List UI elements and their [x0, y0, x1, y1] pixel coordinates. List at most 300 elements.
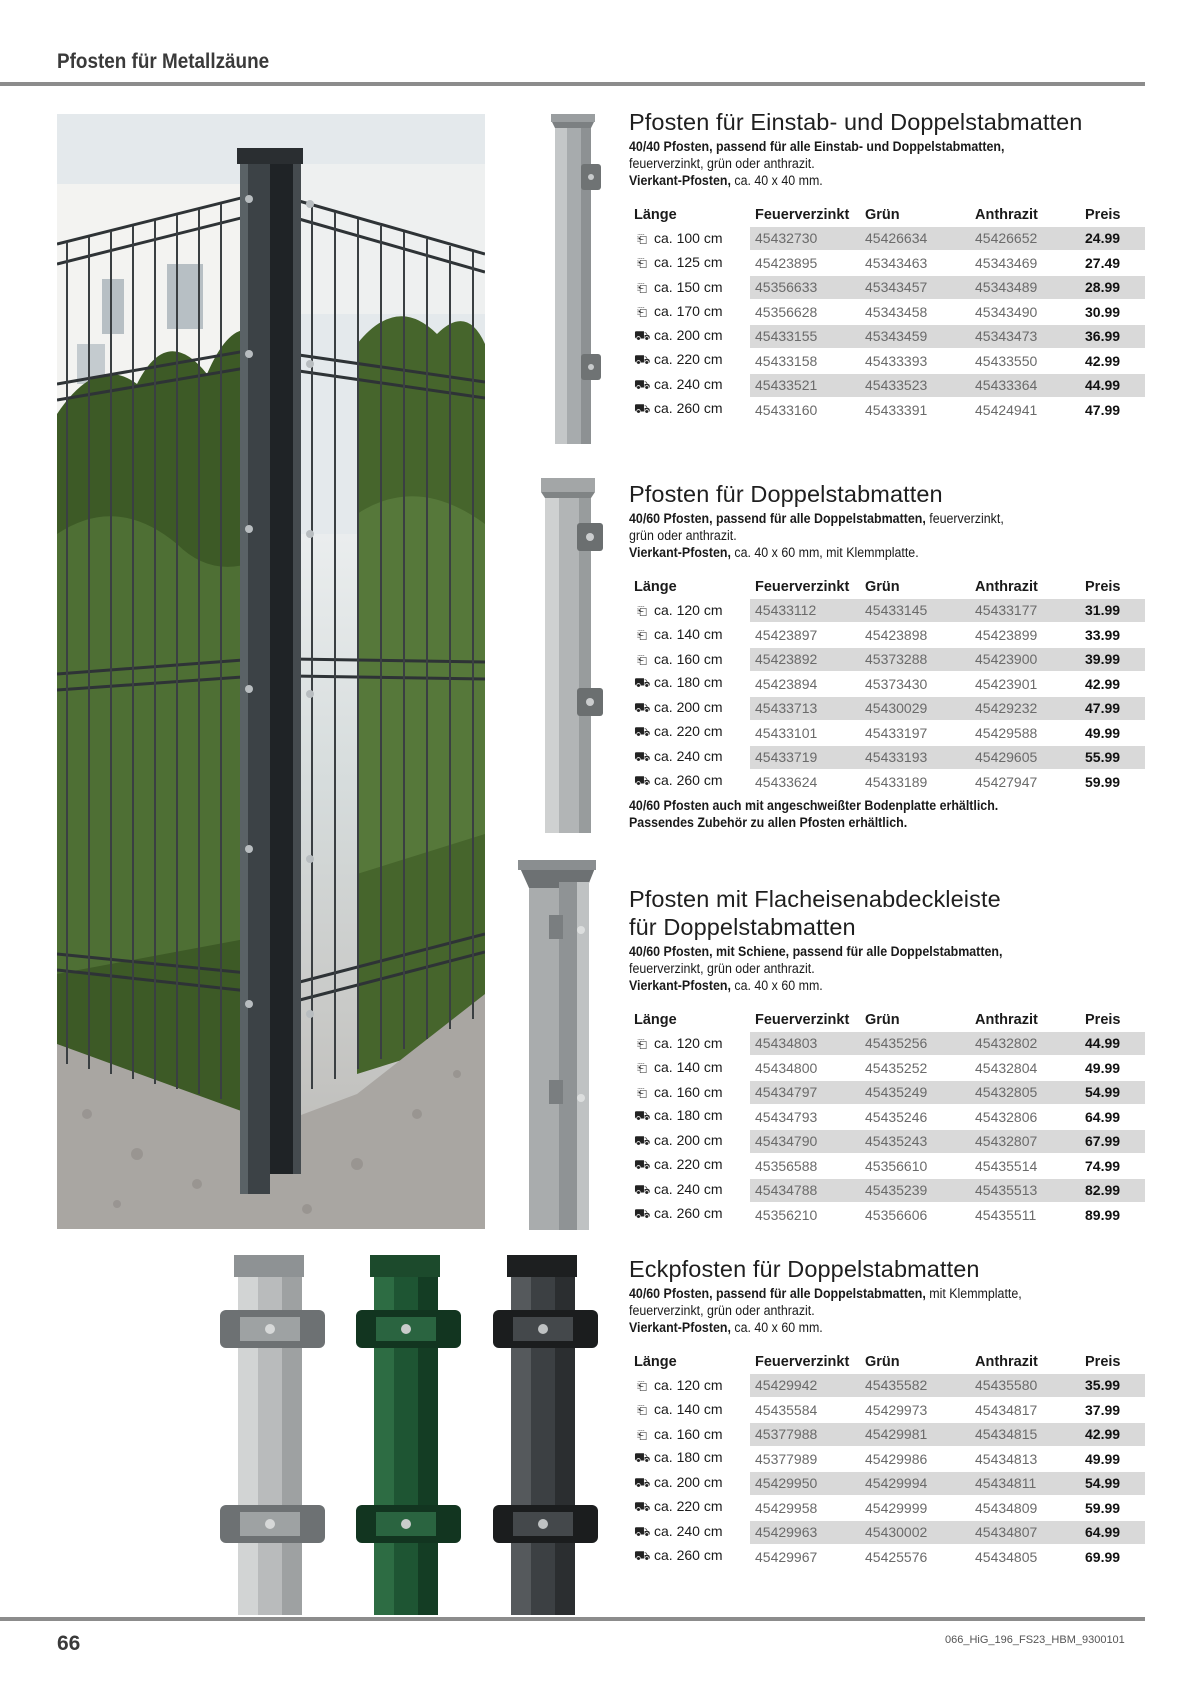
page-number: 66: [57, 1632, 81, 1655]
desc-line: feuerverzinkt, grün oder anthrazit.: [629, 961, 815, 976]
table-row: [629, 673, 1145, 696]
table-row: [629, 325, 1145, 348]
length-value: ca. 140 cm: [654, 626, 723, 643]
length-value: ca. 125 cm: [654, 254, 723, 271]
section-title: [629, 885, 1145, 941]
table-row: [629, 1472, 1145, 1495]
cell-art-galvanized: 45423895: [755, 254, 818, 271]
truck-delivery-icon: ⛟: [634, 376, 651, 392]
cell-art-green: 45429999: [865, 1499, 928, 1516]
footer-rule: [0, 1617, 1145, 1621]
table-row: [629, 746, 1145, 769]
cell-price: 89.99: [1085, 1206, 1121, 1223]
length-value: ca. 120 cm: [654, 1034, 723, 1051]
cell-art-anthracite: 45423900: [970, 648, 1080, 671]
catalog-code: 066_HiG_196_FS23_HBM_9300101: [945, 1634, 1125, 1646]
cell-price: 42.99: [1085, 352, 1121, 369]
table-row: [629, 1448, 1145, 1471]
column-header-gruen: Grün: [865, 579, 900, 595]
cell-length: [629, 227, 750, 250]
cell-price: 74.99: [1085, 1157, 1121, 1174]
length-value: ca. 200 cm: [654, 1473, 723, 1490]
cell-art-green: 45429981: [860, 1423, 970, 1446]
length-value: ca. 120 cm: [654, 1376, 723, 1393]
table-row: [629, 648, 1145, 671]
cell-art-green: 45429973: [865, 1401, 928, 1418]
cell-art-galvanized: 45433521: [750, 374, 860, 397]
table-row: [629, 1497, 1145, 1520]
cell-price: 42.99: [1080, 1423, 1145, 1446]
cell-art-anthracite: 45429605: [970, 746, 1080, 769]
cell-art-galvanized: 45432730: [750, 227, 860, 250]
desc-bold: 40/60 Pfosten, mit Schiene, passend für alle Doppelstabmatten,: [629, 944, 1003, 959]
cell-price: 39.99: [1080, 648, 1145, 671]
table-row: [629, 276, 1145, 299]
column-header-gruen: Grün: [865, 1012, 900, 1028]
cell-art-green: 45430002: [860, 1521, 970, 1544]
cell-art-green: 45423898: [865, 626, 928, 643]
table-row: [629, 1521, 1145, 1544]
cell-art-anthracite: 45434807: [970, 1521, 1080, 1544]
cell-art-anthracite: 45427947: [975, 773, 1038, 790]
cell-art-green: 45435252: [865, 1059, 928, 1076]
corner-post-image-galvanized: [220, 1255, 325, 1615]
carry-bag-icon: ⎗: [637, 1403, 647, 1418]
cell-art-anthracite: 45426652: [970, 227, 1080, 250]
cell-art-green: 45373430: [865, 675, 928, 692]
truck-delivery-icon: ⛟: [634, 1523, 651, 1539]
cell-art-galvanized: 45433160: [755, 401, 818, 418]
table-row: [629, 301, 1145, 324]
table-row: [629, 722, 1145, 745]
cell-art-galvanized: 45433155: [750, 325, 860, 348]
desc-line: feuerverzinkt, grün oder anthrazit.: [629, 1303, 815, 1318]
cell-price: 49.99: [1085, 1450, 1121, 1467]
cell-art-anthracite: 45434805: [975, 1548, 1038, 1565]
cell-art-green: 45433193: [860, 746, 970, 769]
cell-art-anthracite: 45433550: [975, 352, 1038, 369]
section-title-line: Eckpfosten für Doppelstabmatten: [629, 1256, 980, 1282]
length-value: ca. 240 cm: [654, 375, 723, 392]
truck-delivery-icon: ⛟: [634, 352, 651, 368]
table-header-row: [629, 1352, 1145, 1372]
truck-delivery-icon: ⛟: [634, 724, 651, 740]
length-value: ca. 140 cm: [654, 1401, 723, 1418]
post-image-4040-galvanized: [545, 114, 605, 444]
section-title: [629, 1255, 1145, 1283]
column-header-anthrazit: Anthrazit: [975, 1012, 1038, 1028]
cell-art-anthracite: 45429232: [970, 697, 1080, 720]
cell-art-galvanized: 45434788: [750, 1179, 860, 1202]
length-value: ca. 180 cm: [654, 1449, 723, 1466]
cell-length: [629, 1374, 750, 1397]
cell-length: [629, 374, 750, 397]
cell-price: 49.99: [1085, 724, 1121, 741]
cell-art-green: 45435243: [860, 1130, 970, 1153]
length-value: ca. 160 cm: [654, 1083, 723, 1100]
section-title-line: für Doppelstabmatten: [629, 914, 856, 940]
table-row: [629, 624, 1145, 647]
cell-art-galvanized: 45356633: [750, 276, 860, 299]
column-header-anthrazit: Anthrazit: [975, 1354, 1038, 1370]
cell-art-green: 45343463: [865, 254, 928, 271]
cell-length: [629, 301, 750, 324]
cell-price: 35.99: [1080, 1374, 1145, 1397]
desc-line: feuerverzinkt, grün oder anthrazit.: [629, 156, 815, 171]
cell-length: [629, 1081, 750, 1104]
length-value: ca. 220 cm: [654, 1498, 723, 1515]
section-title-line: Pfosten für Doppelstabmatten: [629, 481, 943, 507]
cell-art-anthracite: 45435511: [975, 1206, 1037, 1223]
cell-length: [629, 722, 750, 745]
cell-art-galvanized: 45433158: [755, 352, 818, 369]
section-description: [629, 1285, 1142, 1336]
cell-art-anthracite: 45435580: [970, 1374, 1080, 1397]
length-value: ca. 220 cm: [654, 351, 723, 368]
cell-art-anthracite: 45423901: [975, 675, 1038, 692]
cell-art-green: 45356606: [865, 1206, 928, 1223]
desc-bold: Vierkant-Pfosten,: [629, 978, 731, 993]
cell-length: [629, 1521, 750, 1544]
length-value: ca. 200 cm: [654, 1131, 723, 1148]
fence-corner-photo: [57, 114, 485, 1229]
section-title: [629, 480, 1145, 508]
cell-price: 42.99: [1085, 675, 1121, 692]
cell-length: [629, 276, 750, 299]
table-row: [629, 1374, 1145, 1397]
cell-art-galvanized: 45356628: [755, 303, 818, 320]
cell-length: [629, 350, 750, 373]
cell-length: [629, 673, 750, 696]
cell-art-galvanized: 45423894: [755, 675, 818, 692]
truck-delivery-icon: ⛟: [634, 327, 651, 343]
cell-art-galvanized: 45434803: [750, 1032, 860, 1055]
column-header-verzinkt: Feuerverzinkt: [755, 1354, 850, 1370]
cell-art-green: 45435582: [860, 1374, 970, 1397]
cell-art-green: 45435256: [860, 1032, 970, 1055]
cell-art-anthracite: 45432806: [975, 1108, 1038, 1125]
cell-art-green: 45373288: [860, 648, 970, 671]
cell-art-anthracite: 45434811: [970, 1472, 1080, 1495]
cell-length: [629, 1448, 750, 1471]
cell-art-galvanized: 45377988: [750, 1423, 860, 1446]
carry-bag-icon: ⎗: [637, 1061, 647, 1076]
cell-price: 31.99: [1080, 599, 1145, 622]
carry-bag-icon: ⎗: [637, 652, 647, 667]
length-value: ca. 170 cm: [654, 303, 723, 320]
cell-art-anthracite: 45435513: [970, 1179, 1080, 1202]
section-eckpfosten: [629, 1255, 1145, 1570]
cell-length: [629, 771, 750, 794]
cell-price: 59.99: [1085, 1499, 1121, 1516]
page-header-title: Pfosten für Metallzäune: [57, 50, 270, 73]
cell-price: 27.49: [1085, 254, 1121, 271]
cell-art-anthracite: 45343489: [970, 276, 1080, 299]
table-row: [629, 1546, 1145, 1569]
column-header-laenge: Länge: [634, 579, 677, 595]
table-row: [629, 1106, 1145, 1129]
cell-price: 33.99: [1085, 626, 1121, 643]
column-header-laenge: Länge: [634, 1012, 677, 1028]
cell-art-galvanized: 45433112: [750, 599, 860, 622]
cell-art-green: 45429994: [860, 1472, 970, 1495]
truck-delivery-icon: ⛟: [634, 1499, 651, 1515]
cell-length: [629, 399, 750, 422]
table-row: [629, 1179, 1145, 1202]
cell-art-anthracite: 45343490: [975, 303, 1038, 320]
truck-delivery-icon: ⛟: [634, 748, 651, 764]
corner-post-image-green: [356, 1255, 461, 1615]
table-header-row: [629, 1010, 1145, 1030]
section-description: [629, 138, 1142, 189]
cell-length: [629, 1497, 750, 1520]
table-row: [629, 350, 1145, 373]
truck-delivery-icon: ⛟: [634, 1450, 651, 1466]
cell-art-anthracite: 45343473: [970, 325, 1080, 348]
length-value: ca. 140 cm: [654, 1059, 723, 1076]
cell-art-green: 45433189: [865, 773, 928, 790]
cell-art-galvanized: 45356210: [755, 1206, 818, 1223]
desc-bold: Vierkant-Pfosten,: [629, 1320, 731, 1335]
cell-art-anthracite: 45434809: [975, 1499, 1038, 1516]
table-header-row: [629, 577, 1145, 597]
cell-length: [629, 252, 750, 275]
cell-art-galvanized: 45433713: [750, 697, 860, 720]
cell-art-green: 45433393: [865, 352, 928, 369]
length-value: ca. 240 cm: [654, 747, 723, 764]
cell-art-anthracite: 45432802: [970, 1032, 1080, 1055]
desc-text: ca. 40 x 40 mm.: [730, 173, 823, 188]
cell-art-anthracite: 45434817: [975, 1401, 1038, 1418]
desc-line: grün oder anthrazit.: [629, 528, 737, 543]
length-value: ca. 180 cm: [654, 1107, 723, 1124]
cell-art-galvanized: 45435584: [755, 1401, 818, 1418]
cell-art-anthracite: 45432805: [970, 1081, 1080, 1104]
cell-art-anthracite: 45433364: [970, 374, 1080, 397]
cell-art-anthracite: 45343469: [975, 254, 1038, 271]
post-image-flat-bar-cover: [515, 860, 605, 1230]
cell-price: 67.99: [1080, 1130, 1145, 1153]
column-header-verzinkt: Feuerverzinkt: [755, 207, 850, 223]
cell-length: [629, 1423, 750, 1446]
cell-art-galvanized: 45423897: [755, 626, 818, 643]
section-note: [629, 797, 1142, 831]
table-row: [629, 697, 1145, 720]
cell-art-anthracite: 45434813: [975, 1450, 1038, 1467]
cell-art-anthracite: 45423899: [975, 626, 1038, 643]
section-description: [629, 943, 1142, 994]
cell-length: [629, 1106, 750, 1129]
carry-bag-icon: ⎗: [637, 231, 647, 246]
table-row: [629, 1423, 1145, 1446]
column-header-preis: Preis: [1085, 207, 1121, 223]
cell-price: 64.99: [1085, 1108, 1121, 1125]
cell-price: 30.99: [1085, 303, 1121, 320]
length-value: ca. 160 cm: [654, 650, 723, 667]
cell-price: 47.99: [1085, 401, 1121, 418]
section-title: [629, 108, 1145, 136]
table-row: [629, 1204, 1145, 1227]
truck-delivery-icon: ⛟: [634, 773, 651, 789]
table-row: [629, 771, 1145, 794]
price-table: [629, 575, 1145, 795]
cell-art-galvanized: 45429950: [750, 1472, 860, 1495]
cell-length: [629, 1546, 750, 1569]
truck-delivery-icon: ⛟: [634, 1132, 651, 1148]
cell-art-galvanized: 45429963: [750, 1521, 860, 1544]
carry-bag-icon: ⎗: [637, 1085, 647, 1100]
cell-price: 59.99: [1085, 773, 1121, 790]
truck-delivery-icon: ⛟: [634, 699, 651, 715]
cell-art-green: 45356610: [865, 1157, 928, 1174]
cell-art-galvanized: 45423892: [750, 648, 860, 671]
cell-art-anthracite: 45432804: [975, 1059, 1038, 1076]
carry-bag-icon: ⎗: [637, 280, 647, 295]
price-table: [629, 1350, 1145, 1570]
column-header-gruen: Grün: [865, 207, 900, 223]
cell-price: 49.99: [1085, 1059, 1121, 1076]
cell-price: 54.99: [1080, 1081, 1145, 1104]
cell-price: 55.99: [1080, 746, 1145, 769]
cell-length: [629, 1179, 750, 1202]
cell-art-anthracite: 45433177: [970, 599, 1080, 622]
carry-bag-icon: ⎗: [637, 603, 647, 618]
cell-art-green: 45433145: [860, 599, 970, 622]
truck-delivery-icon: ⛟: [634, 401, 651, 417]
length-value: ca. 200 cm: [654, 698, 723, 715]
cell-art-anthracite: 45435514: [975, 1157, 1038, 1174]
section-title-line: Pfosten mit Flacheisenabdeckleiste: [629, 886, 1001, 912]
table-header-row: [629, 205, 1145, 225]
truck-delivery-icon: ⛟: [634, 675, 651, 691]
truck-delivery-icon: ⛟: [634, 1108, 651, 1124]
cell-length: [629, 697, 750, 720]
note-line: Passendes Zubehör zu allen Pfosten erhältlich.: [629, 815, 908, 830]
desc-bold: Vierkant-Pfosten,: [629, 545, 731, 560]
length-value: ca. 100 cm: [654, 229, 723, 246]
carry-bag-icon: ⎗: [637, 628, 647, 643]
length-value: ca. 260 cm: [654, 1205, 723, 1222]
carry-bag-icon: ⎗: [637, 1036, 647, 1051]
truck-delivery-icon: ⛟: [634, 1181, 651, 1197]
cell-length: [629, 746, 750, 769]
length-value: ca. 180 cm: [654, 674, 723, 691]
length-value: ca. 260 cm: [654, 1547, 723, 1564]
column-header-gruen: Grün: [865, 1354, 900, 1370]
desc-text: ca. 40 x 60 mm.: [730, 1320, 823, 1335]
desc-text: mit Klemmplatte,: [925, 1286, 1022, 1301]
section-flacheisen: [629, 885, 1145, 1228]
cell-price: 44.99: [1080, 1032, 1145, 1055]
column-header-anthrazit: Anthrazit: [975, 579, 1038, 595]
length-value: ca. 160 cm: [654, 1425, 723, 1442]
cell-art-green: 45435249: [860, 1081, 970, 1104]
truck-delivery-icon: ⛟: [634, 1474, 651, 1490]
carry-bag-icon: ⎗: [637, 256, 647, 271]
table-row: [629, 399, 1145, 422]
cell-art-galvanized: 45356588: [755, 1157, 818, 1174]
cell-length: [629, 599, 750, 622]
truck-delivery-icon: ⛟: [634, 1157, 651, 1173]
cell-art-galvanized: 45429967: [755, 1548, 818, 1565]
cell-art-galvanized: 45429942: [750, 1374, 860, 1397]
desc-bold: 40/40 Pfosten, passend für alle Einstab- und Doppelstabmatten,: [629, 139, 1005, 154]
cell-art-green: 45426634: [860, 227, 970, 250]
cell-length: [629, 325, 750, 348]
column-header-preis: Preis: [1085, 579, 1121, 595]
cell-art-green: 45435246: [865, 1108, 928, 1125]
table-row: [629, 1057, 1145, 1080]
cell-art-anthracite: 45434815: [970, 1423, 1080, 1446]
length-value: ca. 220 cm: [654, 1156, 723, 1173]
cell-price: 37.99: [1085, 1401, 1121, 1418]
cell-art-galvanized: 45433101: [755, 724, 818, 741]
cell-art-galvanized: 45377989: [755, 1450, 818, 1467]
cell-art-green: 45433197: [865, 724, 928, 741]
column-header-preis: Preis: [1085, 1012, 1121, 1028]
length-value: ca. 220 cm: [654, 723, 723, 740]
column-header-preis: Preis: [1085, 1354, 1121, 1370]
cell-price: 44.99: [1080, 374, 1145, 397]
cell-art-anthracite: 45429588: [975, 724, 1038, 741]
cell-art-green: 45425576: [865, 1548, 928, 1565]
cell-art-galvanized: 45434800: [755, 1059, 818, 1076]
cell-art-galvanized: 45434797: [750, 1081, 860, 1104]
post-image-4060-galvanized: [533, 478, 608, 833]
column-header-verzinkt: Feuerverzinkt: [755, 579, 850, 595]
section-einstab-doppelstab: [629, 108, 1145, 423]
cell-price: 54.99: [1080, 1472, 1145, 1495]
cell-art-anthracite: 45424941: [975, 401, 1038, 418]
cell-length: [629, 1130, 750, 1153]
table-row: [629, 1032, 1145, 1055]
cell-price: 28.99: [1080, 276, 1145, 299]
table-row: [629, 1155, 1145, 1178]
note-line: 40/60 Pfosten auch mit angeschweißter Bodenplatte erhältlich.: [629, 798, 999, 813]
length-value: ca. 240 cm: [654, 1522, 723, 1539]
section-description: [629, 510, 1142, 561]
desc-bold: Vierkant-Pfosten,: [629, 173, 731, 188]
column-header-verzinkt: Feuerverzinkt: [755, 1012, 850, 1028]
desc-text: ca. 40 x 60 mm, mit Klemmplatte.: [730, 545, 919, 560]
cell-length: [629, 1057, 750, 1080]
length-value: ca. 240 cm: [654, 1180, 723, 1197]
table-row: [629, 252, 1145, 275]
truck-delivery-icon: ⛟: [634, 1548, 651, 1564]
cell-art-galvanized: 45433624: [755, 773, 818, 790]
price-table: [629, 203, 1145, 423]
length-value: ca. 120 cm: [654, 601, 723, 618]
cell-art-green: 45433391: [865, 401, 928, 418]
cell-price: 47.99: [1080, 697, 1145, 720]
cell-art-anthracite: 45432807: [970, 1130, 1080, 1153]
cell-art-green: 45435239: [860, 1179, 970, 1202]
carry-bag-icon: ⎗: [637, 1378, 647, 1393]
cell-length: [629, 1472, 750, 1495]
length-value: ca. 150 cm: [654, 278, 723, 295]
section-doppelstab: [629, 480, 1145, 831]
cell-art-galvanized: 45434790: [750, 1130, 860, 1153]
cell-length: [629, 1155, 750, 1178]
cell-length: [629, 624, 750, 647]
column-header-anthrazit: Anthrazit: [975, 207, 1038, 223]
length-value: ca. 260 cm: [654, 772, 723, 789]
desc-bold: 40/60 Pfosten, passend für alle Doppelstabmatten,: [629, 511, 926, 526]
cell-price: 36.99: [1080, 325, 1145, 348]
cell-art-galvanized: 45434793: [755, 1108, 818, 1125]
corner-post-image-anthracite: [493, 1255, 598, 1615]
length-value: ca. 200 cm: [654, 326, 723, 343]
